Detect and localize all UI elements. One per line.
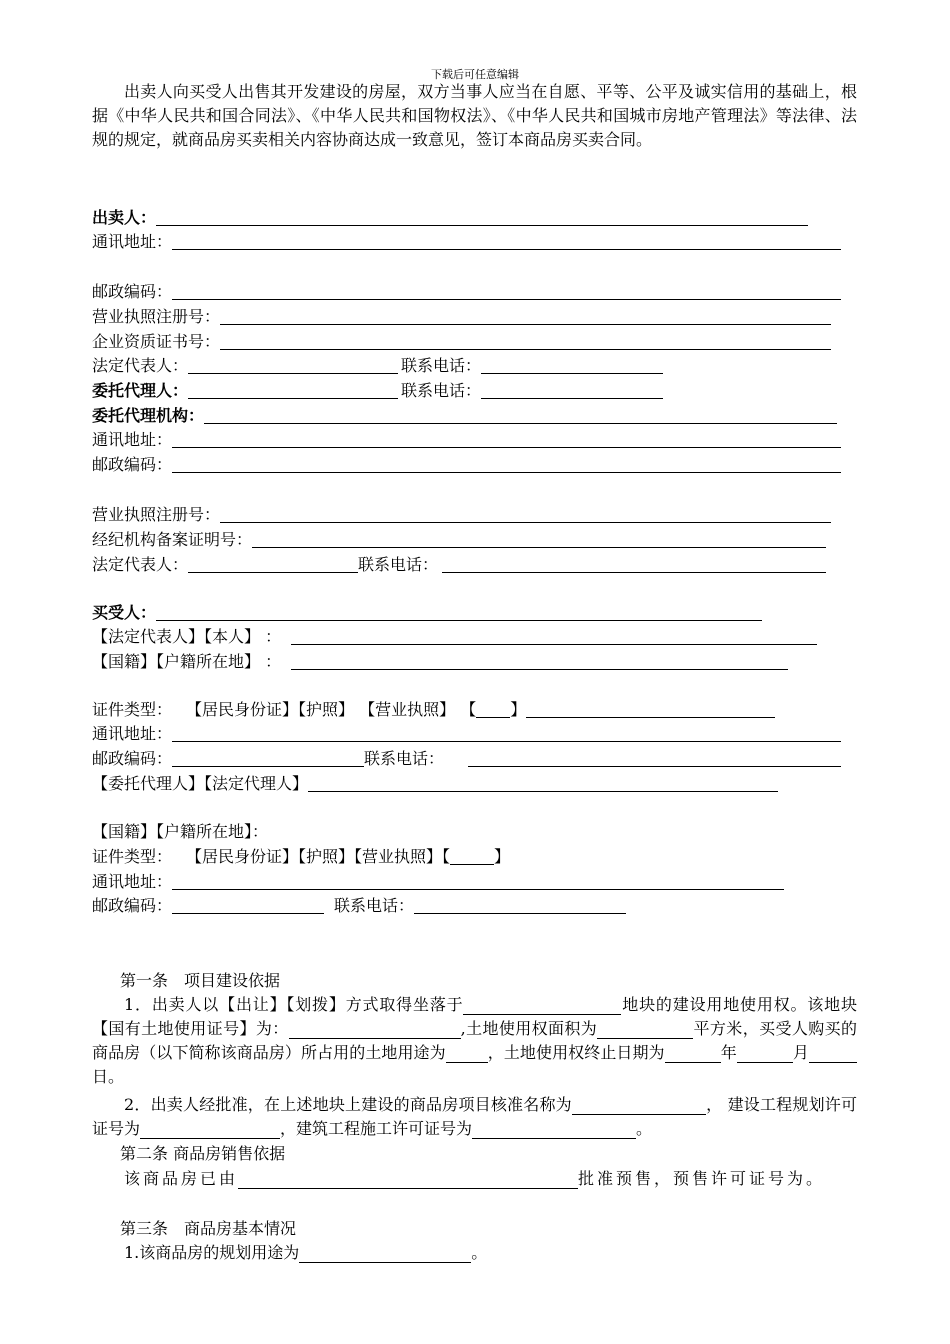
buyer-label: 买受人： [92, 603, 157, 622]
buyer-address-field[interactable] [172, 723, 841, 742]
buyer-id-row [92, 698, 775, 722]
term-year-field[interactable] [665, 1044, 721, 1063]
presale-approver-field[interactable] [238, 1170, 578, 1189]
agent-address-row [92, 870, 784, 894]
agent-postcode-field[interactable] [172, 895, 324, 914]
a1-p1-text-b: 地块的建设用地使用权。该地块【国有土地使用证号】为： [92, 995, 857, 1038]
term-day-field[interactable] [809, 1044, 857, 1063]
agent-id-row [92, 845, 510, 869]
agent-address-label: 通讯地址： [92, 872, 173, 891]
agency-legal-rep-field[interactable] [188, 554, 358, 573]
buyer-phone-field[interactable] [468, 748, 841, 767]
agency-legal-rep-label: 法定代表人： [92, 555, 189, 574]
agency-postcode-field[interactable] [172, 454, 841, 473]
seller-label: 出卖人： [92, 208, 157, 227]
agency-postcode-row [92, 453, 841, 477]
buyer-id-other-field[interactable] [476, 699, 510, 718]
buyer-nationality-label: 【国籍】【户籍所在地】 ： [92, 652, 282, 671]
seller-agent-phone-label: 联系电话： [401, 381, 482, 400]
page-header-note: 下载后可任意编辑 [431, 68, 519, 81]
agency-postcode-label: 邮政编码： [92, 455, 173, 474]
buyer-id-number-field[interactable] [526, 699, 775, 718]
agent-phone-label: 联系电话： [334, 896, 415, 915]
seller-agency-field[interactable] [204, 405, 837, 424]
term-month-field[interactable] [737, 1044, 793, 1063]
buyer-agent-label: 【委托代理人】【法定代理人】 [92, 774, 309, 793]
buyer-phone-label: 联系电话： [364, 749, 445, 768]
buyer-postcode-row [92, 747, 841, 771]
project-name-field[interactable] [572, 1096, 706, 1115]
planned-use-field[interactable] [299, 1244, 471, 1263]
agency-license-label: 营业执照注册号： [92, 505, 221, 524]
a3-p1-text-b: 。 [471, 1243, 488, 1262]
agency-address-label: 通讯地址： [92, 430, 173, 449]
buyer-row [92, 601, 762, 625]
land-location-field[interactable] [463, 996, 621, 1015]
agent-id-bracket-close: 】 [494, 847, 511, 866]
agent-address-field[interactable] [172, 871, 784, 890]
seller-address-row [92, 230, 841, 254]
a2-text-a: 该商品房已由 [124, 1169, 239, 1188]
buyer-id-options[interactable]: 【居民身份证】【护照】 【营业执照】 【 [186, 700, 477, 719]
seller-postcode-row [92, 280, 841, 304]
buyer-address-label: 通讯地址： [92, 724, 173, 743]
buyer-postcode-label: 邮政编码： [92, 749, 173, 768]
construction-permit-field[interactable] [472, 1120, 636, 1139]
land-use-field[interactable] [446, 1044, 488, 1063]
seller-license-label: 营业执照注册号： [92, 307, 221, 326]
buyer-rep-field[interactable] [291, 626, 817, 645]
seller-legal-rep-label: 法定代表人： [92, 356, 189, 375]
seller-legal-rep-field[interactable] [188, 355, 398, 374]
a1-p1-text-d: 平方米，买受人购买的商品房（以下简称该商品房）所占用的土地用途为 [92, 1019, 857, 1062]
a1-p2-text-c: ，建筑工程施工许可证号为 [280, 1119, 473, 1138]
year-label: 年 [720, 1043, 737, 1062]
agency-address-field[interactable] [172, 429, 841, 448]
agency-phone-label: 联系电话： [358, 555, 439, 574]
a1-p1-text-a: 1．出卖人以【出让】【划拨】方式取得坐落于 [124, 995, 464, 1014]
a1-p2-text-b: ， 建设工程规划许可证号为 [92, 1095, 857, 1138]
buyer-id-bracket-close: 】 [510, 700, 527, 719]
seller-postcode-field[interactable] [172, 281, 841, 300]
seller-agency-label: 委托代理机构： [92, 406, 205, 425]
article-3-para-1 [92, 1241, 857, 1265]
buyer-nationality-row [92, 650, 788, 674]
seller-postcode-label: 邮政编码： [92, 282, 173, 301]
a2-text-b: 批准预售，预售许可证号为 [578, 1169, 807, 1188]
agency-record-label: 经纪机构备案证明号： [92, 530, 253, 549]
agency-legal-rep-row [92, 553, 826, 577]
a1-p2-text-a: 2．出卖人经批准，在上述地块上建设的商品房项目核准名称为 [124, 1095, 572, 1114]
agent-id-options[interactable]: 【居民身份证】【护照】【营业执照】【 [186, 847, 451, 866]
seller-qualification-field[interactable] [220, 331, 831, 350]
seller-agency-row [92, 404, 837, 428]
agency-address-row [92, 428, 841, 452]
seller-name-field[interactable] [156, 207, 808, 226]
agency-license-row [92, 503, 831, 527]
a1-p1-text-e: ，土地使用权终止日期为 [487, 1043, 665, 1062]
buyer-rep-label: 【法定代表人】【本人】 ： [92, 627, 282, 646]
seller-agent-row [92, 379, 663, 403]
a3-p1-text-a: 1.该商品房的规划用途为 [124, 1243, 300, 1262]
agency-record-row [92, 528, 826, 552]
article-2-title: 第二条 商品房销售依据 [120, 1144, 286, 1163]
seller-agent-phone-field[interactable] [481, 380, 663, 399]
buyer-agent-row [92, 772, 778, 796]
agent-postcode-label: 邮政编码： [92, 896, 173, 915]
buyer-id-label: 证件类型： [92, 700, 173, 719]
buyer-nationality-field[interactable] [291, 651, 788, 670]
seller-agent-label: 委托代理人： [92, 381, 189, 400]
article-1-para-2 [92, 1093, 857, 1141]
agency-record-field[interactable] [252, 529, 826, 548]
seller-license-field[interactable] [220, 306, 831, 325]
seller-agent-field[interactable] [188, 380, 398, 399]
article-1-title: 第一条 项目建设依据 [120, 971, 281, 990]
agent-nationality-label: 【国籍】【户籍所在地】： [92, 822, 269, 841]
land-certificate-field[interactable] [289, 1020, 461, 1039]
article-2-para [92, 1167, 857, 1191]
seller-address-field[interactable] [172, 231, 841, 250]
agency-phone-field[interactable] [442, 554, 826, 573]
seller-row [92, 206, 808, 230]
a2-text-c: 。 [806, 1169, 826, 1188]
buyer-postcode-field[interactable] [172, 748, 364, 767]
article-1-para-1 [92, 993, 857, 1089]
agency-license-field[interactable] [220, 504, 831, 523]
planning-permit-field[interactable] [140, 1120, 280, 1139]
a1-p1-text-c: ,土地使用权面积为 [460, 1019, 598, 1038]
seller-license-row [92, 305, 831, 329]
seller-qualification-label: 企业资质证书号： [92, 332, 221, 351]
article-3-title: 第三条 商品房基本情况 [120, 1219, 297, 1238]
agent-postcode-row [92, 894, 626, 918]
seller-qualification-row [92, 330, 831, 354]
seller-phone-field[interactable] [481, 355, 663, 374]
agent-id-other-field[interactable] [450, 846, 494, 865]
agent-nationality-row [92, 820, 268, 844]
intro-paragraph: 出卖人向买受人出售其开发建设的房屋，双方当事人应当在自愿、平等、公平及诚实信用的基础上，根据《中华人民共和国合同法》、《中华人民共和国物权法》、《中华人民共和国城市房地产管理法》等法律、法规的规定，就商品房买卖相关内容协商达成一致意见，签订本商品房买卖合同。 [92, 82, 857, 149]
seller-phone-label: 联系电话： [401, 356, 482, 375]
month-label: 月 [792, 1043, 809, 1062]
agent-id-label: 证件类型： [92, 847, 173, 866]
seller-address-label: 通讯地址： [92, 232, 173, 251]
buyer-agent-field[interactable] [308, 773, 778, 792]
buyer-name-field[interactable] [156, 602, 762, 621]
buyer-rep-row [92, 625, 817, 649]
land-area-field[interactable] [597, 1020, 693, 1039]
seller-legal-rep-row [92, 354, 663, 378]
a1-p2-text-d: 。 [636, 1119, 653, 1138]
agent-phone-field[interactable] [414, 895, 626, 914]
buyer-address-row [92, 722, 841, 746]
day-label: 日。 [92, 1067, 125, 1086]
